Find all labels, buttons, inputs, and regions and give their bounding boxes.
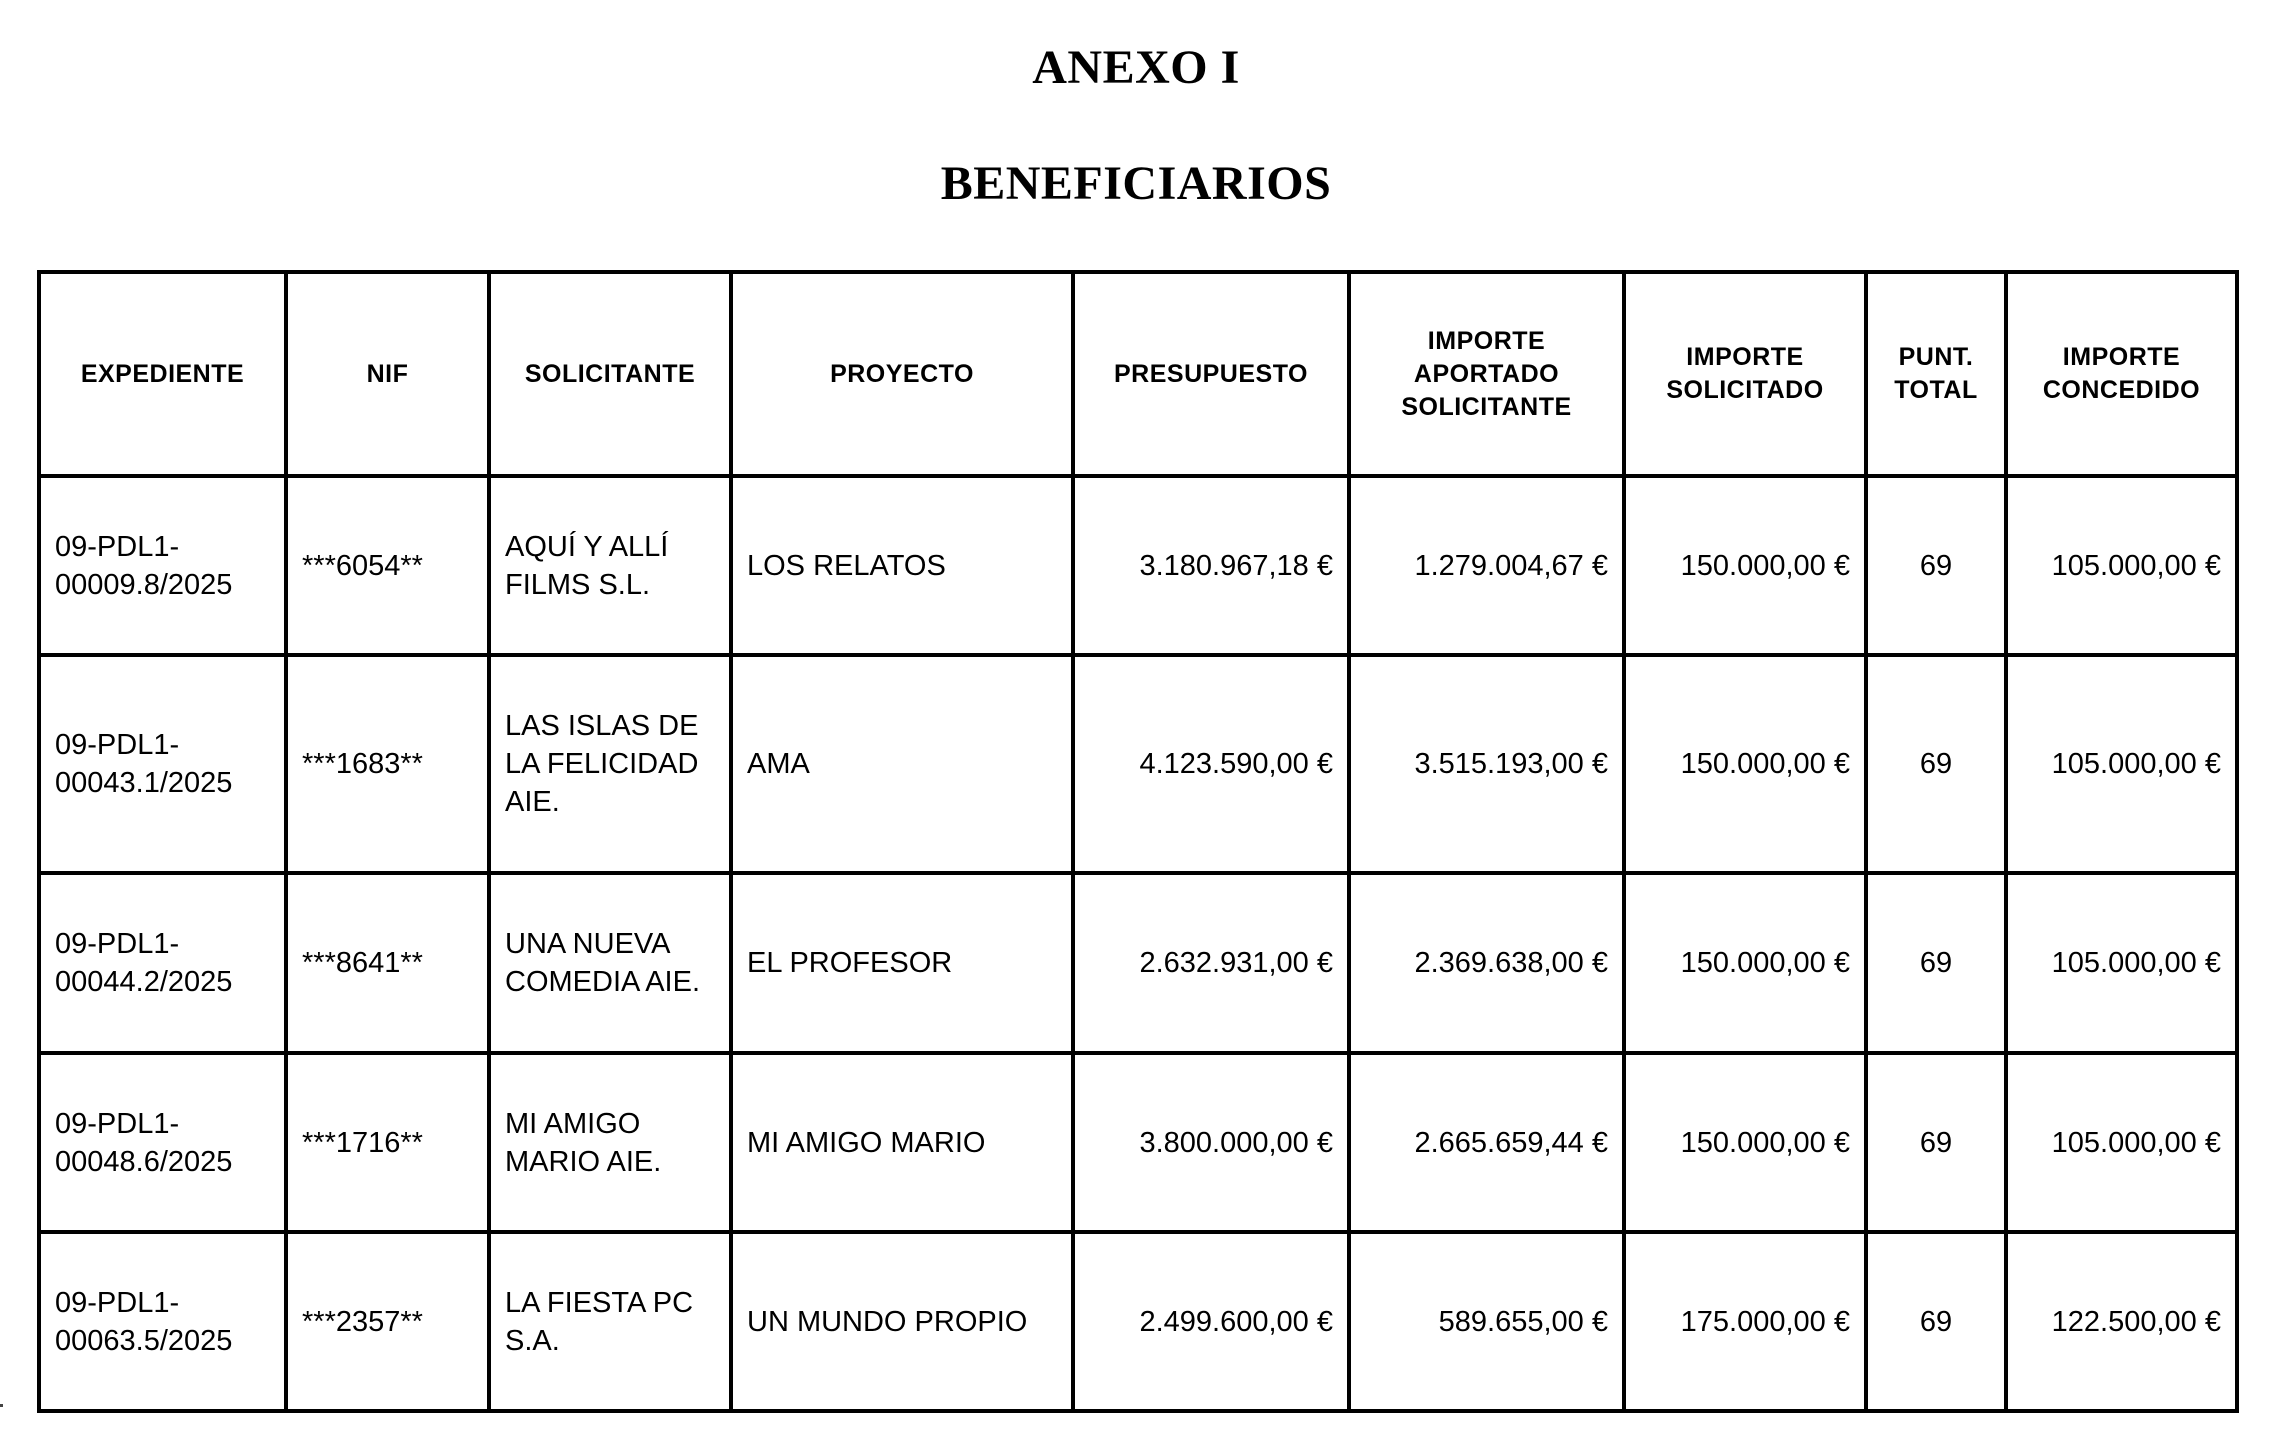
cell-expediente: 09-PDL1- 00048.6/2025 (39, 1053, 286, 1232)
table-row (39, 873, 2237, 1053)
table-row (39, 476, 2237, 655)
header-expediente: EXPEDIENTE (39, 272, 286, 476)
cell-importe-solicitado: 150.000,00 € (1624, 476, 1866, 655)
cell-puntuacion: 69 (1866, 655, 2006, 873)
cell-nif: ***1716** (286, 1053, 489, 1232)
cell-puntuacion: 69 (1866, 1232, 2006, 1411)
header-proyecto: PROYECTO (731, 272, 1073, 476)
cell-presupuesto: 3.180.967,18 € (1073, 476, 1349, 655)
cell-nif: ***2357** (286, 1232, 489, 1411)
cell-importe-aportado: 1.279.004,67 € (1349, 476, 1624, 655)
cell-importe-concedido: 105.000,00 € (2006, 655, 2237, 873)
cell-proyecto: AMA (731, 655, 1073, 873)
cell-solicitante: MI AMIGO MARIO AIE. (489, 1053, 731, 1232)
header-presupuesto: PRESUPUESTO (1073, 272, 1349, 476)
cell-proyecto: EL PROFESOR (731, 873, 1073, 1053)
cell-proyecto: UN MUNDO PROPIO (731, 1232, 1073, 1411)
header-importe-aportado: IMPORTE APORTADO SOLICITANTE (1349, 272, 1624, 476)
table-row (39, 1053, 2237, 1232)
document-title: ANEXO I (1032, 41, 1240, 94)
cell-importe-solicitado: 150.000,00 € (1624, 655, 1866, 873)
scan-dot (0, 1404, 3, 1407)
cell-nif: ***6054** (286, 476, 489, 655)
cell-nif: ***1683** (286, 655, 489, 873)
cell-presupuesto: 2.499.600,00 € (1073, 1232, 1349, 1411)
cell-nif: ***8641** (286, 873, 489, 1053)
cell-puntuacion: 69 (1866, 1053, 2006, 1232)
cell-proyecto: LOS RELATOS (731, 476, 1073, 655)
cell-presupuesto: 2.632.931,00 € (1073, 873, 1349, 1053)
cell-importe-concedido: 105.000,00 € (2006, 476, 2237, 655)
cell-importe-concedido: 105.000,00 € (2006, 873, 2237, 1053)
header-importe-solicitado: IMPORTE SOLICITADO (1624, 272, 1866, 476)
cell-importe-concedido: 105.000,00 € (2006, 1053, 2237, 1232)
cell-importe-solicitado: 150.000,00 € (1624, 873, 1866, 1053)
header-solicitante: SOLICITANTE (489, 272, 731, 476)
cell-expediente: 09-PDL1- 00043.1/2025 (39, 655, 286, 873)
document-subtitle: BENEFICIARIOS (940, 157, 1332, 210)
header-puntuacion: PUNT. TOTAL (1866, 272, 2006, 476)
cell-importe-concedido: 122.500,00 € (2006, 1232, 2237, 1411)
cell-expediente: 09-PDL1- 00009.8/2025 (39, 476, 286, 655)
cell-importe-aportado: 2.369.638,00 € (1349, 873, 1624, 1053)
cell-importe-aportado: 3.515.193,00 € (1349, 655, 1624, 873)
cell-importe-aportado: 589.655,00 € (1349, 1232, 1624, 1411)
header-importe-concedido: IMPORTE CONCEDIDO (2006, 272, 2237, 476)
cell-presupuesto: 3.800.000,00 € (1073, 1053, 1349, 1232)
cell-importe-solicitado: 150.000,00 € (1624, 1053, 1866, 1232)
beneficiaries-table (37, 270, 2239, 1413)
cell-solicitante: AQUÍ Y ALLÍ FILMS S.L. (489, 476, 731, 655)
cell-expediente: 09-PDL1- 00044.2/2025 (39, 873, 286, 1053)
cell-importe-solicitado: 175.000,00 € (1624, 1232, 1866, 1411)
cell-solicitante: LA FIESTA PC S.A. (489, 1232, 731, 1411)
table-header-row (39, 272, 2237, 476)
table-row (39, 655, 2237, 873)
cell-presupuesto: 4.123.590,00 € (1073, 655, 1349, 873)
cell-expediente: 09-PDL1- 00063.5/2025 (39, 1232, 286, 1411)
cell-solicitante: UNA NUEVA COMEDIA AIE. (489, 873, 731, 1053)
cell-proyecto: MI AMIGO MARIO (731, 1053, 1073, 1232)
table-row (39, 1232, 2237, 1411)
cell-importe-aportado: 2.665.659,44 € (1349, 1053, 1624, 1232)
cell-puntuacion: 69 (1866, 873, 2006, 1053)
cell-solicitante: LAS ISLAS DE LA FELICIDAD AIE. (489, 655, 731, 873)
cell-puntuacion: 69 (1866, 476, 2006, 655)
header-nif: NIF (286, 272, 489, 476)
